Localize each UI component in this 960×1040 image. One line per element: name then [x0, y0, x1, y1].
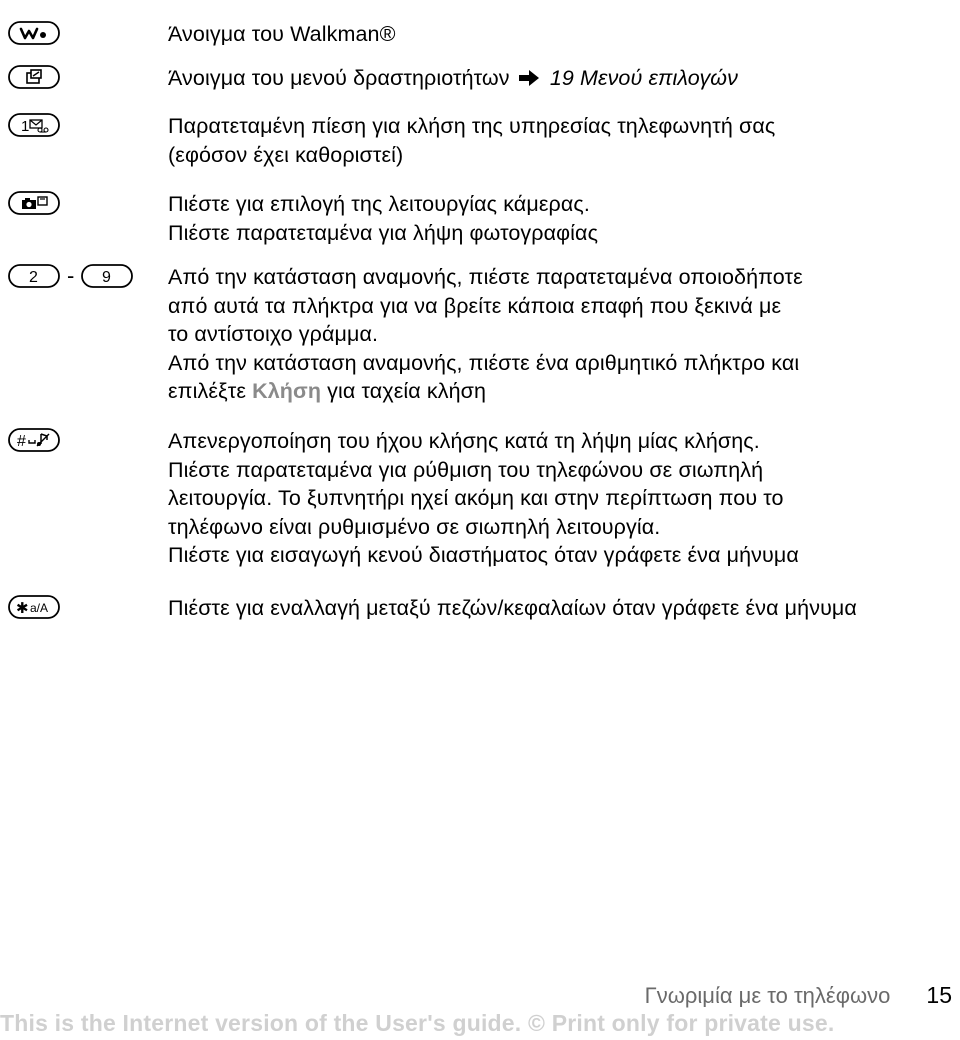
- right-arrow-icon: [518, 69, 540, 87]
- activity-menu-key-icon: [8, 65, 60, 89]
- speed-dial-description-line-4: Από την κατάσταση αναμονής, πιέστε ένα αριθμητικό πλήκτρο και: [168, 350, 800, 375]
- speed-dial-post-text: για ταχεία κλήση: [327, 379, 487, 403]
- speed-dial-pre-text: επιλέξτε: [168, 379, 247, 403]
- page-number: 15: [926, 982, 952, 1008]
- walkman-description: Άνοιγμα του Walkman®: [168, 22, 396, 46]
- page-footer: [645, 982, 952, 1009]
- svg-text:2: 2: [29, 269, 38, 286]
- silent-description-line-5: Πιέστε για εισαγωγή κενού διαστήματος όταν γράφετε ένα μήνυμα: [168, 543, 799, 567]
- star-case-key-icon: [8, 595, 60, 619]
- activity-menu-description: [168, 64, 958, 93]
- svg-text:a/A: a/A: [30, 601, 49, 615]
- call-menu-word: Κλήση: [252, 379, 322, 403]
- camera-description-line-1: Πιέστε για επιλογή της λειτουργίας κάμερας.: [168, 192, 590, 216]
- hash-silent-key-icon: [8, 428, 60, 452]
- options-menu-reference: 19 Μενού επιλογών: [549, 66, 738, 90]
- svg-text:✱: ✱: [16, 600, 29, 617]
- voicemail-key-icon: [8, 113, 60, 137]
- silent-description-line-1: Απενεργοποίηση του ήχου κλήσης κατά τη λήψη μίας κλήσης.: [168, 429, 760, 453]
- disclaimer-watermark: This is the Internet version of the User's guide. © Print only for private use.: [0, 1010, 835, 1036]
- svg-text:1: 1: [21, 118, 30, 135]
- svg-text:9: 9: [102, 269, 112, 286]
- speed-dial-description-line-1: Από την κατάσταση αναμονής, πιέστε παρατεταμένα οποιοδήποτε: [168, 265, 803, 289]
- camera-key-icon: [8, 191, 60, 215]
- voicemail-description-line-2: (εφόσον έχει καθοριστεί): [168, 142, 404, 167]
- case-toggle-description: Πιέστε για εναλλαγή μεταξύ πεζών/κεφαλαίων όταν γράφετε ένα μήνυμα: [168, 596, 857, 620]
- walkman-key-icon: [8, 21, 60, 45]
- camera-description-line-2: Πιέστε παρατεταμένα για λήψη φωτογραφίας: [168, 220, 599, 245]
- speed-dial-description-line-2: από αυτά τα πλήκτρα για να βρείτε κάποια επαφή που ξεκινά με: [168, 293, 782, 318]
- key-range-separator: -: [67, 263, 75, 288]
- footer-section-title: Γνωριμία με το τηλέφωνο: [644, 983, 891, 1008]
- silent-description-line-2: Πιέστε παρατεταμένα για ρύθμιση του τηλεφώνου σε σιωπηλή: [168, 457, 764, 482]
- speed-dial-description-line-5: [168, 377, 958, 406]
- voicemail-description-line-1: Παρατεταμένη πίεση για κλήση της υπηρεσίας τηλεφωνητή σας: [168, 114, 776, 138]
- activity-menu-text: Άνοιγμα του μενού δραστηριοτήτων: [168, 66, 510, 90]
- svg-text:#: #: [17, 433, 26, 450]
- silent-description-line-3: λειτουργία. Το ξυπνητήρι ηχεί ακόμη και στην περίπτωση που το: [168, 486, 784, 510]
- key-9-icon: [81, 264, 133, 288]
- speed-dial-description-line-3: το αντίστοιχο γράμμα.: [168, 322, 379, 346]
- silent-description-line-4: τηλέφωνο είναι ρυθμισμένο σε σιωπηλή λειτουργία.: [168, 514, 661, 539]
- key-2-icon: [8, 264, 60, 288]
